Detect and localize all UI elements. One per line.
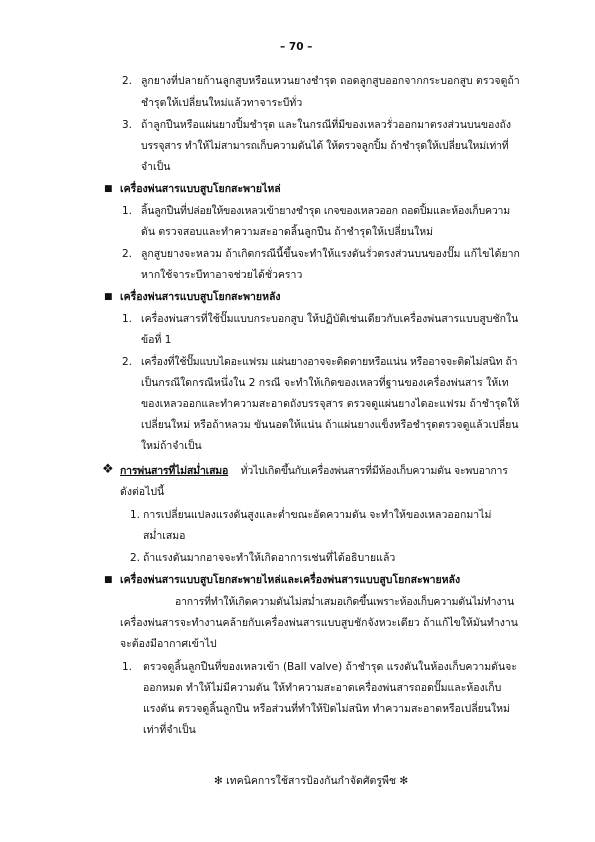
item-line: ลิ้นลูกปืนที่ปล่อยให้ของเหลวเข้ายางชำรุด เกจของเหลวออก ถอดปิ้มและห้องเก็บความ (141, 205, 510, 217)
asterisk-ornament-icon: ✻ (214, 775, 223, 787)
item-number: 1. (122, 661, 133, 673)
item-line: ข้อที่ 1 (141, 334, 172, 346)
uneven-intro-line: ดังต่อไปนี้ (120, 486, 165, 498)
item-line: เท่าที่จำเป็น (143, 724, 196, 736)
item-number: 2. (130, 552, 141, 564)
paragraph-line: อาการที่ทำให้เกิดความดันไม่สม่ำเสมอเกิดขึ้นเพราะห้องเก็บความดันไม่ทำงาน (175, 596, 514, 608)
item-line: ใหม่ถ้าจำเป็น (141, 440, 202, 452)
item-line: เครื่องพ่นสารที่ใช้ปั๊มแบบกระบอกสูบ ให้ปฏิบัติเช่นเดียวกับเครื่องพ่นสารแบบสูบชักใน (141, 313, 519, 325)
item-line: หากใช้จาระบีทาอาจช่วยได้ชั่วคราว (141, 269, 303, 281)
asterisk-ornament-icon: ✻ (399, 775, 409, 787)
item-line: การเปลี่ยนแปลงแรงดันสูงและต่ำขณะอัดความดัน จะทำให้ของเหลวออกมาไม่ (143, 509, 492, 521)
uneven-title: การพ่นสารที่ไม่สม่ำเสมอ (120, 465, 229, 477)
item-line: สม่ำเสมอ (143, 530, 186, 542)
page-number: – 70 – (280, 41, 313, 53)
item-number: 1. (122, 313, 133, 325)
item-number: 3. (122, 119, 133, 131)
item-line: ถ้าแรงดันมากอาจจะทำให้เกิดอาการเช่นที่ได้อธิบายแล้ว (143, 552, 396, 564)
paragraph-line: เครื่องพ่นสารจะทำงานคล้ายกับเครื่องพ่นสารแบบสูบชักจังหวะเดียว ถ้าแก้ไขให้มันทำงาน (120, 617, 518, 629)
item-line: ลูกยางที่ปลายก้านลูกสูบหรือแหวนยางชำรุด ถอดลูกสูบออกจากกระบอกสูบ ตรวจดูถ้า (141, 75, 520, 87)
item-line: ถ้าลูกปืนหรือแผ่นยางปิ้มชำรุด และในกรณีที่มีของเหลวรั่วออกมาตรงส่วนบนของถัง (141, 119, 511, 131)
item-line: ลูกสูบยางจะหลวม ถ้าเกิดกรณีนี้ขึ้นจะทำให้แรงดันรั่วตรงส่วนบนของปั๊ม แก้ไขได้ยาก (141, 248, 520, 260)
item-number: 1. (122, 205, 133, 217)
item-line: แรงดัน ตรวจดูลิ้นลูกปืน หรือส่วนที่ทำให้ปิดไม่สนิท ทำความสะอาดหรือเปลี่ยนใหม่ (143, 703, 510, 715)
section-heading: เครื่องพ่นสารแบบสูบโยกสะพายไหล่และเครื่องพ่นสารแบบสูบโยกสะพายหลัง (120, 574, 461, 586)
square-bullet-icon: ■ (104, 575, 113, 585)
uneven-intro (120, 464, 508, 478)
item-line: ดัน ตรวจสอบและทำความสะอาดลิ้นลูกปืน ถ้าชำรุดให้เปลี่ยนใหม่ (141, 226, 434, 238)
item-line: ออกหมด ทำให้ไม่มีความดัน ให้ทำความสะอาดเครื่องพ่นสารถอดปั๊มและห้องเก็บ (143, 682, 502, 694)
item-line: ตรวจดูลิ้นลูกปืนที่ของเหลวเข้า (Ball valve) ถ้าชำรุด แรงดันในห้องเก็บความดันจะ (143, 661, 517, 673)
item-line: เปลี่ยนใหม่ หรือถ้าหลวม ขันนอตให้แน่น ถ้าแผ่นยางแข็งหรือชำรุดตรวจดูแล้วเปลี่ยน (141, 419, 519, 431)
item-line: เครื่องที่ใช้ปั๊มแบบไดอะแฟรม แผ่นยางอาจจะติดตายหรือแน่น หรืออาจจะติดไม่สนิท ถ้า (141, 356, 518, 368)
item-line: จำเป็น (141, 161, 171, 173)
section-heading: เครื่องพ่นสารแบบสูบโยกสะพายไหล่ (120, 183, 281, 195)
footer-text: เทคนิคการใช้สารป้องกันกำจัดศัตรูพืช (226, 775, 397, 787)
item-number: 2. (122, 75, 133, 87)
item-number: 2. (122, 356, 133, 368)
item-number: 1. (130, 509, 141, 521)
uneven-intro-text: ทั่วไปเกิดขึ้นกับเครื่องพ่นสารที่มีห้องเก็บความดัน จะพบอาการ (240, 465, 508, 477)
paragraph-line: จะต้องมีอากาศเข้าไป (120, 638, 217, 650)
item-line: ของเหลวออกและทำความสะอาดถังบรรจุสาร ตรวจดูแผ่นยางไดอะแฟรม ถ้าชำรุดให้ (141, 398, 520, 410)
item-number: 2. (122, 248, 133, 260)
section-heading: เครื่องพ่นสารแบบสูบโยกสะพายหลัง (120, 291, 281, 303)
diamond-bullet-icon: ❖ (102, 462, 114, 477)
item-line: เป็นกรณีใดกรณีหนึ่งใน 2 กรณี จะทำให้เกิดของเหลวที่ฐานของเครื่องพ่นสาร ให้เท (141, 377, 509, 389)
square-bullet-icon: ■ (104, 292, 113, 302)
footer (214, 774, 408, 788)
item-line: ชำรุดให้เปลี่ยนใหม่แล้วทาจาระบีทั่ว (141, 97, 303, 109)
item-line: บรรจุสาร ทำให้ไม่สามารถเก็บความดันได้ ให้ตรวจลูกปิ้ม ถ้าชำรุดให้เปลี่ยนใหม่เท่าที่ (141, 140, 509, 152)
square-bullet-icon: ■ (104, 184, 113, 194)
